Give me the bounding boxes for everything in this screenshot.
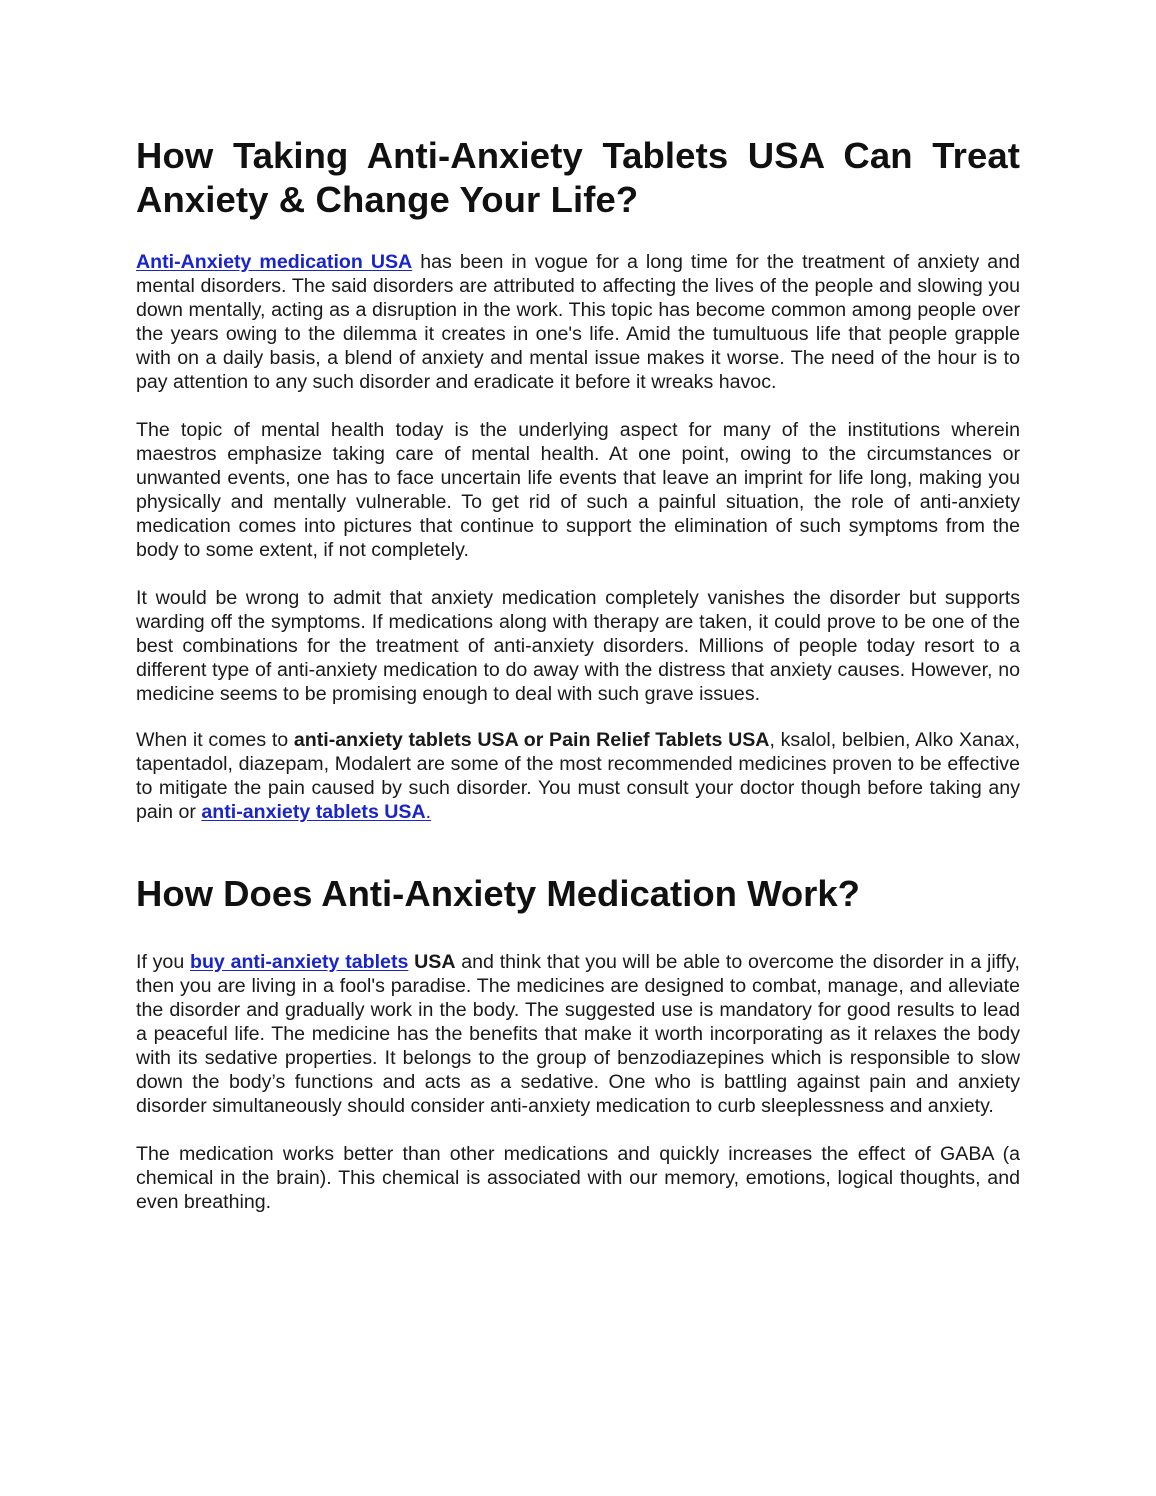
- section-heading: How Does Anti-Anxiety Medication Work?: [136, 873, 860, 914]
- anti-anxiety-tablets-link[interactable]: anti-anxiety tablets USA: [201, 801, 426, 823]
- paragraph-how-it-works: [136, 950, 1020, 1118]
- paragraph-recommended-medicines: [136, 728, 1020, 824]
- paragraph-medication-symptoms: It would be wrong to admit that anxiety medication completely vanishes the disorder but supports warding off the symptoms. If medications along with therapy are taken, it could prove to be one of the best combinations for the treatment of anti-anxiety disorders. Millions of people today resort to a different type of anti-anxiety medication to do away with the distress that anxiety causes. However, no medicine seems to be promising enough to deal with such grave issues.: [136, 587, 1020, 705]
- paragraph-mental-health: The topic of mental health today is the underlying aspect for many of the institutions wherein maestros emphasize taking care of mental health. At one point, owing to the circumstances or unwanted events, one has to face uncertain life events that leave an imprint for life long, making you physically and mentally vulnerable. To get rid of such a painful situation, the role of anti-anxiety medication comes into pictures that continue to support the elimination of such symptoms from the body to some extent, if not completely.: [136, 419, 1020, 561]
- paragraph-gaba: The medication works better than other medications and quickly increases the effect of GABA (a chemical in the brain). This chemical is associated with our memory, emotions, logical thoughts, and even breathing.: [136, 1143, 1031, 1213]
- paragraph-4-bold: anti-anxiety tablets USA or Pain Relief Tablets USA: [293, 729, 770, 751]
- paragraph-4-lead: When it comes to: [136, 729, 294, 751]
- paragraph-5-bold: USA: [408, 951, 456, 973]
- anti-anxiety-tablets-link-period[interactable]: .: [425, 801, 432, 823]
- paragraph-5-text: and think that you will be able to overcome the disorder in a jiffy, then you are living in a fool's paradise. The medicines are designed to combat, manage, and alleviate the disorder and gradually work in the body. The suggested use is mandatory for good results to lead a peaceful life. The medicine has the benefits that make it worth incorporating as it relaxes the body with its sedative properties. It belongs to the group of benzodiazepines which is responsible to slow down the body’s functions and acts as a sedative. One who is battling against pain and anxiety disorder simultaneously should consider anti-anxiety medication to curb sleeplessness and anxiety.: [136, 951, 1020, 1117]
- intro-paragraph: [136, 250, 1020, 394]
- document-page: [136, 134, 1031, 1214]
- anti-anxiety-medication-link[interactable]: Anti-Anxiety medication USA: [136, 251, 413, 273]
- page-title: How Taking Anti-Anxiety Tablets USA Can Treat Anxiety & Change Your Life?: [136, 135, 1020, 220]
- paragraph-5-lead: If you: [136, 951, 190, 973]
- paragraph-4-middle: , ksalol, belbien, Alko Xanax, tapentadol, diazepam, Modalert are some of the most recommended medicines proven to be effective to mitigate the pain caused by such disorder. You must consult your doctor though before taking any pain or: [136, 729, 1020, 823]
- buy-anti-anxiety-tablets-link[interactable]: buy anti-anxiety tablets: [189, 951, 409, 973]
- intro-text: has been in vogue for a long time for the treatment of anxiety and mental disorders. The said disorders are attributed to affecting the lives of the people and slowing you down mentally, acting as a disruption in the work. This topic has become common among people over the years owing to the dilemma it creates in one's life. Amid the tumultuous life that people grapple with on a daily basis, a blend of anxiety and mental issue makes it worse. The need of the hour is to pay attention to any such disorder and eradicate it before it wreaks havoc.: [136, 251, 1020, 393]
